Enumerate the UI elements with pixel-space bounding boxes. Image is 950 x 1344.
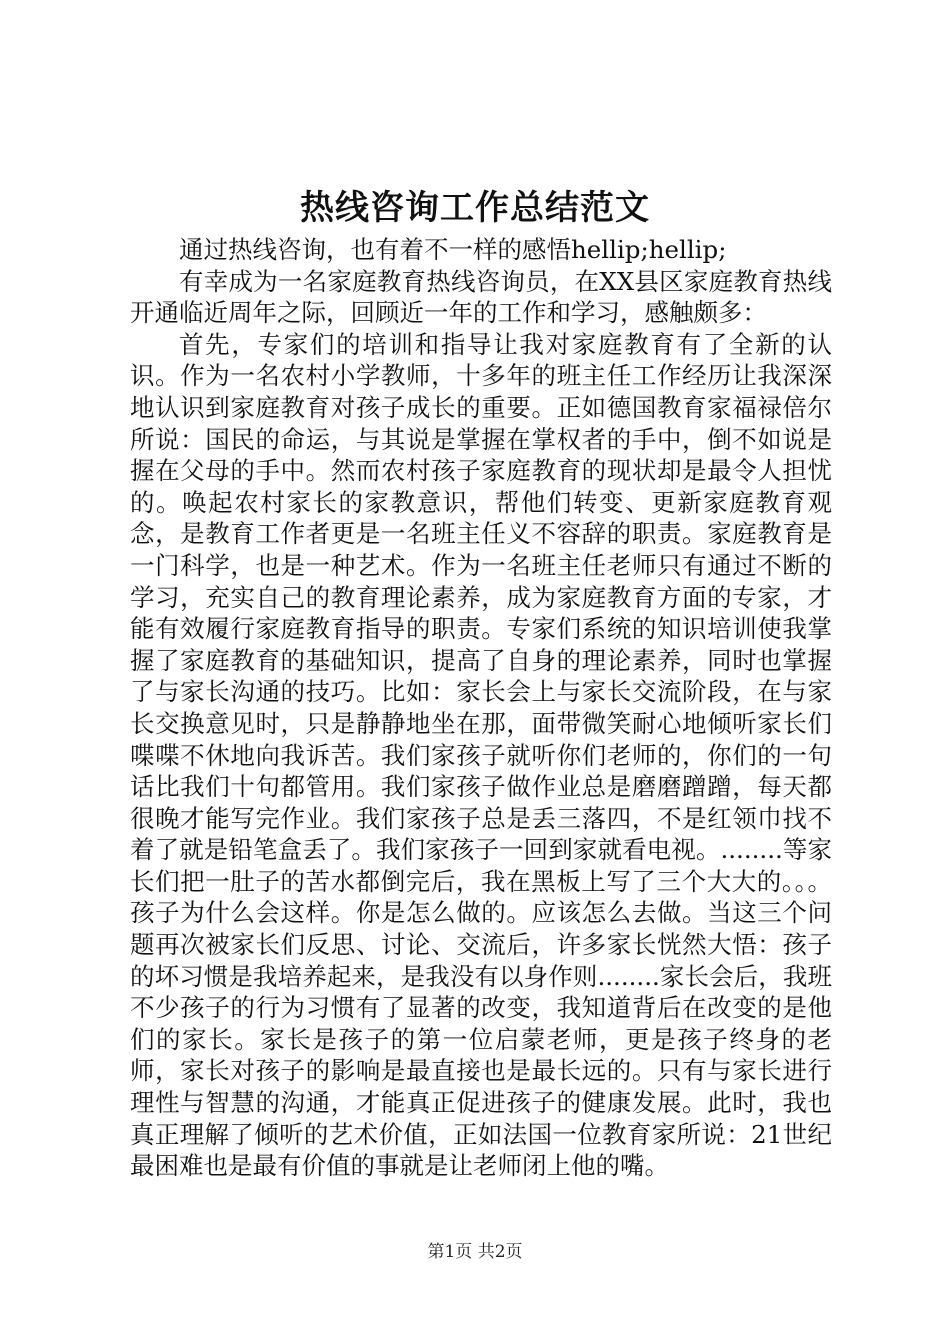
- document-body: [130, 234, 832, 1182]
- paragraph-background: 有幸成为一名家庭教育热线咨询员，在XX县区家庭教育热线开通临近周年之际，回顾近一年的工作和学习，感触颇多：: [130, 266, 832, 328]
- page-footer: 第1页 共2页: [427, 1242, 523, 1262]
- paragraph-main: 首先，专家们的培训和指导让我对家庭教育有了全新的认识。作为一名农村小学教师，十多年的班主任工作经历让我深深地认识到家庭教育对孩子成长的重要。正如德国教育家福禄倍尔所说：国民的命运，与其说是掌握在掌权者的手中，倒不如说是握在父母的手中。然而农村孩子家庭教育的现状却是最令人担忧的。唤起农村家长的家教意识，帮他们转变、更新家庭教育观念，是教育工作者更是一名班主任义不容辞的职责。家庭教育是一门科学，也是一种艺术。作为一名班主任老师只有通过不断的学习，充实自己的教育理论素养，成为家庭教育方面的专家，才能有效履行家庭教育指导的职责。专家们系统的知识培训使我掌握了家庭教育的基础知识，提高了自身的理论素养，同时也掌握了与家长沟通的技巧。比如：家长会上与家长交流阶段，在与家长交换意见时，只是静静地坐在那，面带微笑耐心地倾听家长们喋喋不休地向我诉苦。我们家孩子就听你们老师的，你们的一句话比我们十句都管用。我们家孩子做作业总是磨磨蹭蹭，每天都很晚才能写完作业。我们家孩子总是丢三落四，不是红领巾找不着了就是铅笔盒丢了。我们家孩子一回到家就看电视。........等家长们把一肚子的苦水都倒完后，我在黑板上写了三个大大的。。。孩子为什么会这样。你是怎么做的。应该怎么去做。当这三个问题再次被家长们反思、讨论、交流后，许多家长恍然大悟：孩子的坏习惯是我培养起来，是我没有以身作则........家长会后，我班不少孩子的行为习惯有了显著的改变，我知道背后在改变的是他们的家长。家长是孩子的第一位启蒙老师，更是孩子终身的老师，家长对孩子的影响是最直接也是最长远的。只有与家长进行理性与智慧的沟通，才能真正促进孩子的健康发展。此时，我也真正理解了倾听的艺术价值，正如法国一位教育家所说：21世纪最困难也是最有价值的事就是让老师闭上他的嘴。: [130, 329, 832, 1181]
- paragraph-intro: 通过热线咨询，也有着不一样的感悟hellip;hellip;: [179, 235, 727, 264]
- document-title: 热线咨询工作总结范文: [300, 188, 650, 228]
